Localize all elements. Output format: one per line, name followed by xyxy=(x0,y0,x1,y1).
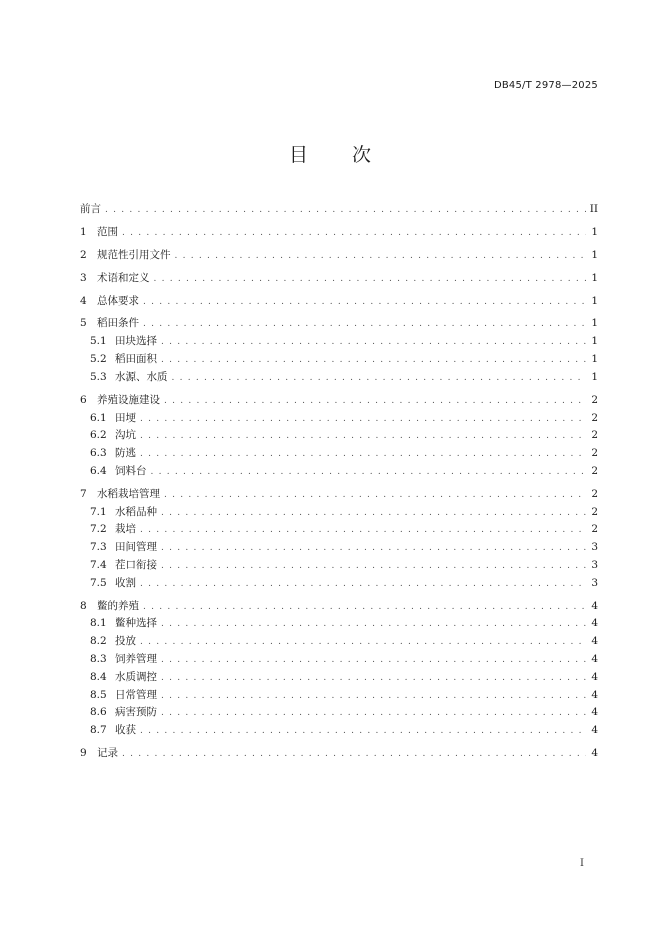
toc-section-entry[interactable] xyxy=(80,247,598,265)
toc-entry-label: 水质调控 xyxy=(115,670,157,683)
toc-entry-number: 1 xyxy=(80,225,87,238)
toc-entry-page: 3 xyxy=(591,559,598,571)
toc-entry-label: 投放 xyxy=(115,635,136,648)
toc-dot-leader xyxy=(122,746,586,763)
toc-entry-page: 2 xyxy=(591,523,598,536)
toc-entry-number: 7.4 xyxy=(90,559,107,571)
toc-subsection-entry[interactable] xyxy=(80,557,598,575)
toc-subsection-entry[interactable] xyxy=(80,615,598,633)
toc-subsection-entry[interactable] xyxy=(80,427,598,445)
toc-entry-label: 田块选择 xyxy=(115,335,157,348)
toc-entry-label: 术语和定义 xyxy=(97,271,150,284)
toc-entry-number: 6.1 xyxy=(90,411,107,424)
toc-entry-page: 1 xyxy=(591,370,598,383)
toc-dot-leader xyxy=(161,652,586,669)
toc-dot-leader xyxy=(161,334,586,351)
toc-entry-label: 沟坑 xyxy=(115,429,136,442)
toc-dot-leader xyxy=(161,616,586,633)
toc-dot-leader xyxy=(154,271,587,288)
toc-entry-page: 4 xyxy=(591,670,598,683)
toc-entry-number: 8.5 xyxy=(90,688,107,701)
toc-entry-label: 鳖的养殖 xyxy=(97,599,139,612)
toc-dot-leader xyxy=(140,576,586,593)
toc-entry-page: II xyxy=(589,203,598,215)
toc-entry-page: 4 xyxy=(591,599,598,612)
toc-subsection-entry[interactable] xyxy=(80,722,598,740)
toc-subsection-entry[interactable] xyxy=(80,651,598,669)
toc-entry-label: 稻田条件 xyxy=(97,317,139,330)
toc-subsection-entry[interactable] xyxy=(80,463,598,481)
toc-entry-label: 水稻栽培管理 xyxy=(97,487,160,500)
toc-entry-number: 6.2 xyxy=(90,429,107,442)
toc-dot-leader xyxy=(161,540,586,557)
toc-entry-number: 7.2 xyxy=(90,523,107,536)
toc-entry-label: 收获 xyxy=(115,724,136,737)
toc-subsection-entry[interactable] xyxy=(80,521,598,539)
toc-entry-label: 田埂 xyxy=(115,411,136,424)
toc-entry-label: 养殖设施建设 xyxy=(97,393,160,406)
toc-dot-leader xyxy=(140,446,586,463)
toc-subsection-entry[interactable] xyxy=(80,351,598,369)
toc-section-entry[interactable] xyxy=(80,486,598,504)
toc-section-entry[interactable] xyxy=(80,392,598,410)
toc-entry-label: 栽培 xyxy=(115,523,136,536)
toc-dot-leader xyxy=(175,248,587,265)
toc-entry-number: 5.3 xyxy=(90,370,107,383)
toc-entry-label: 收割 xyxy=(115,576,136,589)
toc-entry-label: 规范性引用文件 xyxy=(97,248,171,261)
toc-dot-leader xyxy=(140,411,586,428)
toc-subsection-entry[interactable] xyxy=(80,333,598,351)
toc-entry-page: 3 xyxy=(591,541,598,554)
toc-entry-page: 4 xyxy=(591,653,598,666)
toc-entry-number: 7.5 xyxy=(90,576,107,589)
toc-entry-number: 5 xyxy=(80,317,87,330)
toc-entry-number: 8 xyxy=(80,599,87,612)
toc-subsection-entry[interactable] xyxy=(80,669,598,687)
toc-entry-number: 4 xyxy=(80,294,87,307)
toc-entry-label: 鳖种选择 xyxy=(115,617,157,630)
toc-entry-number: 5.2 xyxy=(90,353,107,366)
toc-dot-leader xyxy=(143,316,586,333)
toc-subsection-entry[interactable] xyxy=(80,687,598,705)
toc-entry-page: 1 xyxy=(591,335,598,348)
toc-entry-page: 1 xyxy=(591,248,598,261)
toc-entry-page: 1 xyxy=(591,294,598,307)
toc-entry-number: 2 xyxy=(80,248,87,261)
toc-entry-page: 2 xyxy=(591,447,598,460)
toc-entry-number: 8.4 xyxy=(90,670,107,683)
toc-entry-page: 4 xyxy=(591,706,598,719)
page-title: 目 次 xyxy=(288,144,373,166)
toc-dot-leader xyxy=(140,428,586,445)
toc-dot-leader xyxy=(140,723,586,740)
toc-entry-page: 1 xyxy=(591,317,598,330)
toc-entry-page: 1 xyxy=(591,225,598,238)
toc-dot-leader xyxy=(164,487,586,504)
toc-entry-page: 4 xyxy=(591,617,598,630)
toc-entry-label: 总体要求 xyxy=(97,294,139,307)
toc-entry-number: 7.1 xyxy=(90,505,107,518)
toc-subsection-entry[interactable] xyxy=(80,539,598,557)
toc-entry-page: 1 xyxy=(591,271,598,284)
toc-entry-label: 饲养管理 xyxy=(115,653,157,666)
toc-dot-leader xyxy=(105,202,586,219)
toc-section-entry[interactable] xyxy=(80,201,598,219)
toc-entry-number: 6 xyxy=(80,393,87,406)
toc-entry-label: 范围 xyxy=(97,225,118,238)
toc-entry-label: 茬口衔接 xyxy=(115,559,157,571)
toc-entry-label: 前言 xyxy=(80,203,101,215)
toc-dot-leader xyxy=(161,505,586,522)
toc-subsection-entry[interactable] xyxy=(80,633,598,651)
toc-dot-leader xyxy=(140,634,586,651)
toc-dot-leader xyxy=(151,464,587,481)
toc-entry-label: 病害预防 xyxy=(115,706,157,719)
toc-entry-number: 6.4 xyxy=(90,464,107,477)
toc-entry-label: 田间管理 xyxy=(115,541,157,554)
toc-section-entry[interactable] xyxy=(80,293,598,311)
toc-entry-page: 2 xyxy=(591,464,598,477)
toc-entry-label: 水稻品种 xyxy=(115,505,157,518)
toc-entry-page: 4 xyxy=(591,635,598,648)
toc-subsection-entry[interactable] xyxy=(80,369,598,387)
document-code: DB45/T 2978—2025 xyxy=(493,80,598,91)
toc-dot-leader xyxy=(143,294,586,311)
toc-entry-page: 3 xyxy=(591,576,598,589)
toc-entry-number: 7 xyxy=(80,487,87,500)
toc-entry-label: 日常管理 xyxy=(115,688,157,701)
toc-entry-page: 2 xyxy=(591,393,598,406)
toc-entry-page: 2 xyxy=(591,429,598,442)
toc-dot-leader xyxy=(161,558,586,575)
toc-subsection-entry[interactable] xyxy=(80,445,598,463)
toc-entry-page: 4 xyxy=(591,724,598,737)
toc-dot-leader xyxy=(140,522,586,539)
toc-entry-page: 2 xyxy=(591,487,598,500)
toc-entry-number: 8.7 xyxy=(90,724,107,737)
toc-section-entry[interactable] xyxy=(80,315,598,333)
toc-subsection-entry[interactable] xyxy=(80,575,598,593)
toc-dot-leader xyxy=(143,599,586,616)
toc-entry-label: 防逃 xyxy=(115,447,136,460)
toc-dot-leader xyxy=(161,705,586,722)
toc-subsection-entry[interactable] xyxy=(80,504,598,522)
toc-entry-number: 6.3 xyxy=(90,447,107,460)
toc-entry-page: 4 xyxy=(591,688,598,701)
toc-entry-number: 3 xyxy=(80,271,87,284)
toc-subsection-entry[interactable] xyxy=(80,704,598,722)
toc-entry-label: 稻田面积 xyxy=(115,353,157,366)
toc-dot-leader xyxy=(161,688,586,705)
toc-entry-page: 2 xyxy=(591,411,598,424)
toc-section-entry[interactable] xyxy=(80,270,598,288)
table-of-contents xyxy=(80,201,598,763)
toc-section-entry[interactable] xyxy=(80,224,598,242)
toc-entry-number: 8.6 xyxy=(90,706,107,719)
toc-dot-leader xyxy=(161,352,586,369)
toc-entry-number: 8.3 xyxy=(90,653,107,666)
toc-dot-leader xyxy=(122,225,586,242)
toc-entry-number: 9 xyxy=(80,747,87,760)
toc-dot-leader xyxy=(161,670,586,687)
toc-entry-page: 4 xyxy=(591,747,598,760)
page-number: I xyxy=(580,858,584,869)
toc-entry-page: 1 xyxy=(591,353,598,366)
toc-entry-label: 记录 xyxy=(97,747,118,760)
toc-dot-leader xyxy=(164,393,586,410)
toc-entry-label: 水源、水质 xyxy=(115,370,168,383)
toc-dot-leader xyxy=(172,370,587,387)
toc-subsection-entry[interactable] xyxy=(80,410,598,428)
toc-section-entry[interactable] xyxy=(80,598,598,616)
toc-entry-page: 2 xyxy=(591,505,598,518)
toc-entry-number: 7.3 xyxy=(90,541,107,554)
toc-entry-number: 8.1 xyxy=(90,617,107,630)
toc-section-entry[interactable] xyxy=(80,745,598,763)
toc-entry-number: 5.1 xyxy=(90,335,107,348)
toc-entry-label: 饲料台 xyxy=(115,464,147,477)
toc-entry-number: 8.2 xyxy=(90,635,107,648)
